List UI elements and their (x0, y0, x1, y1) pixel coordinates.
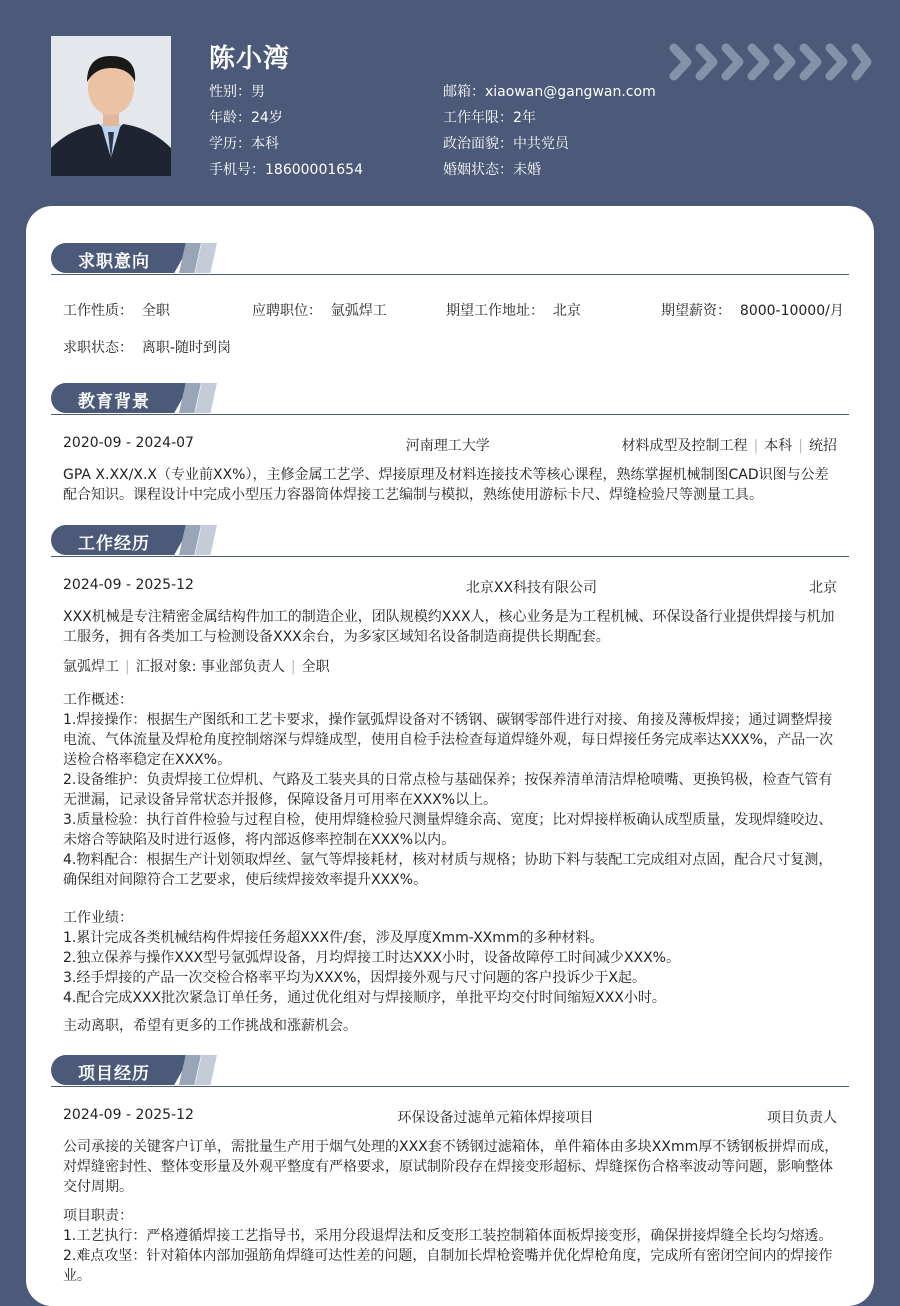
work-date: 2024-09 - 2025-12 (63, 577, 194, 593)
overview-item: 4.物料配合：根据生产计划领取焊丝、氩气等焊接耗材，核对材质与规格；协助下料与装配工完成组对点固，配合尺寸复测，确保组对间隙符合工艺要求，使后续焊接效率提升XXX%。 (63, 852, 833, 888)
achieve-item: 1.累计完成各类机械结构件焊接任务超XXX件/套，涉及厚度Xmm-XXmm的多种材料。 (63, 930, 604, 946)
duty-item: 2.难点攻坚：针对箱体内部加强筋角焊缝可达性差的问题，自制加长焊枪瓷嘴并优化焊枪角度，完成所有密闭空间内的焊接作业。 (63, 1248, 833, 1284)
basic-info-right (443, 79, 656, 183)
overview-item: 3.质量检验：执行首件检验与过程自检，使用焊缝检验尺测量焊缝余高、宽度；比对焊接样板确认成型质量，发现焊缝咬边、未熔合等缺陷及时进行返修，将内部返修率控制在XXX%以内。 (63, 812, 833, 848)
chevron-decoration-icon (668, 43, 873, 81)
project-role: 项目负责人 (766, 1110, 837, 1126)
section-header-work (51, 525, 849, 557)
leave-reason: 主动离职，希望有更多的工作挑战和涨薪机会。 (63, 1018, 357, 1034)
avatar (51, 36, 171, 176)
job-salary: 期望薪资： 8000-10000/月 (661, 303, 844, 319)
duty-title: 项目职责： (63, 1208, 133, 1224)
work-city: 北京 (808, 580, 837, 596)
project-name: 环保设备过滤单元箱体焊接项目 (397, 1110, 594, 1126)
education-row: 学历：本科 (209, 136, 279, 152)
education-row-main (63, 435, 837, 455)
education-major-info: 材料成型及控制工程 | 本科 | 统招 (621, 438, 837, 454)
project-date: 2024-09 - 2025-12 (63, 1107, 194, 1123)
work-tag-type: 全职 (301, 659, 330, 675)
project-row-main (63, 1107, 837, 1127)
section-title: 教育背景 (78, 392, 150, 412)
age-row: 年龄：24岁 (209, 110, 283, 126)
achieve-item: 4.配合完成XXX批次紧急订单任务，通过优化组对与焊接顺序，单批平均交付时间缩短XXX小时。 (63, 990, 666, 1006)
job-position: 应聘职位： 氩弧焊工 (252, 303, 387, 319)
education-desc: GPA X.XX/X.X（专业前XX%），主修金属工艺学、焊接原理及材料连接技术等核心课程，熟练掌握机械制图CAD识图与公差配合知识。课程设计中完成小型压力容器筒体焊接工艺编制与模拟，熟练使用游标卡尺、焊缝检验尺等测量工具。 (63, 467, 829, 503)
phone-row: 手机号：18600001654 (209, 162, 363, 178)
work-achievements (63, 908, 841, 1008)
basic-info-left (209, 79, 363, 183)
company-name: 北京XX科技有限公司 (465, 580, 598, 596)
education-date: 2020-09 - 2024-07 (63, 435, 194, 451)
section-header-intent (51, 243, 849, 275)
job-location: 期望工作地址： 北京 (446, 303, 581, 319)
candidate-name: 陈小湾 (209, 44, 291, 74)
marital-row: 婚姻状态：未婚 (443, 162, 541, 178)
achieve-item: 2.独立保养与操作XXX型号氩弧焊设备，月均焊接工时达XXX小时，设备故障停工时间减少XXX%。 (63, 950, 680, 966)
project-duties (63, 1206, 841, 1286)
work-overview (63, 690, 841, 890)
work-tag-report: 汇报对象: 事业部负责人 (135, 659, 285, 675)
gender-row: 性别：男 (209, 84, 265, 100)
job-type: 工作性质： 全职 (63, 303, 170, 319)
achieve-title: 工作业绩： (63, 910, 133, 926)
section-title: 求职意向 (78, 252, 150, 272)
overview-item: 1.焊接操作：根据生产图纸和工艺卡要求，操作氩弧焊设备对不锈钢、碳钢零部件进行对接、角接及薄板焊接；通过调整焊接电流、气体流量及焊枪角度控制熔深与焊缝成型，使用自检手法检查每道焊缝外观，每日焊接任务完成率达XXX%，产品一次送检合格率稳定在XXX%。 (63, 712, 834, 768)
political-row: 政治面貌：中共党员 (443, 136, 569, 152)
section-title: 工作经历 (78, 534, 150, 554)
email-row: 邮箱：xiaowan@gangwan.com (443, 84, 656, 100)
section-title: 项目经历 (78, 1064, 150, 1084)
section-header-education (51, 383, 849, 415)
company-intro: XXX机械是专注精密金属结构件加工的制造企业，团队规模约XXX人，核心业务是为工程机械、环保设备行业提供焊接与机加工服务，拥有各类加工与检测设备XXX余台，为多家区域知名设备制造商提供长期配套。 (63, 609, 835, 645)
work-tag-role: 氩弧焊工 (63, 659, 119, 675)
job-status: 求职状态： 离职-随时到岗 (63, 340, 231, 356)
work-row-main (63, 577, 837, 597)
school-name: 河南理工大学 (405, 438, 490, 454)
work-years-row: 工作年限：2年 (443, 110, 536, 126)
overview-title: 工作概述： (63, 692, 133, 708)
section-header-project (51, 1055, 849, 1087)
work-tags: 氩弧焊工 | 汇报对象: 事业部负责人 | 全职 (63, 659, 330, 675)
duty-item: 1.工艺执行：严格遵循焊接工艺指导书，采用分段退焊法和反变形工装控制箱体面板焊接变形，确保拼接焊缝全长均匀熔透。 (63, 1228, 833, 1244)
project-desc: 公司承接的关键客户订单，需批量生产用于烟气处理的XXX套不锈钢过滤箱体，单件箱体由多块XXmm厚不锈钢板拼焊而成，对焊缝密封性、整体变形量及外观平整度有严格要求，原试制阶段存在焊接变形超标、焊缝探伤合格率波动等问题，影响整体交付周期。 (63, 1139, 839, 1195)
achieve-item: 3.经手焊接的产品一次交检合格率平均为XXX%，因焊接外观与尺寸问题的客户投诉少于X起。 (63, 970, 647, 986)
avatar-photo (51, 36, 171, 176)
overview-item: 2.设备维护：负责焊接工位焊机、气路及工装夹具的日常点检与基础保养；按保养清单清洁焊枪喷嘴、更换钨极，检查气管有无泄漏，记录设备异常状态并报修，保障设备月可用率在XXX%以上。 (63, 772, 833, 808)
